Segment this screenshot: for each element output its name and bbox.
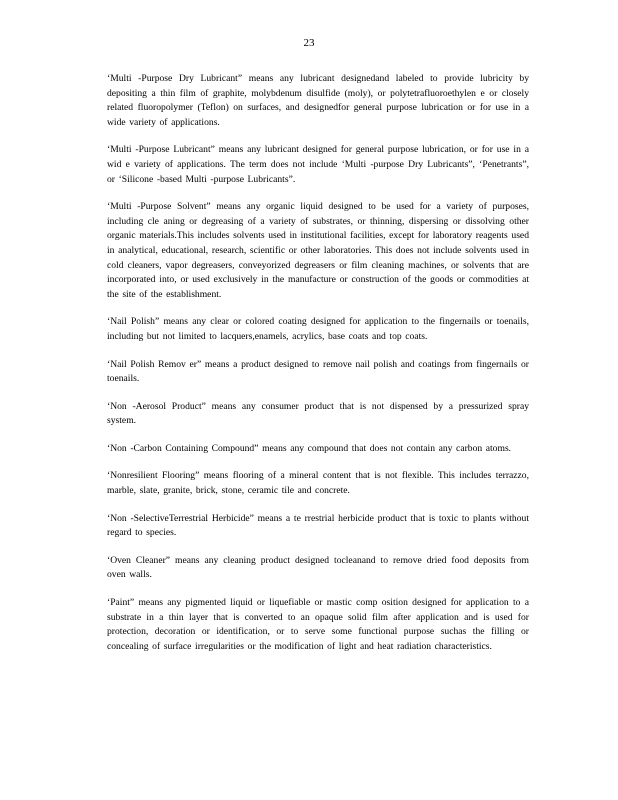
definition-multi-purpose-solvent: ‘Multi -Purpose Solvent” means any organic liquid designed to be used for a variety of purposes, including cle aning or degreasing of a variety of substrates, or thinning, dispersing or dissolving other organic materials.This includes solvents used in institutional facilities, except for laboratory reagents used in analytical, educational, research, scientific or other laboratories. This does not include solvents used in cold cleaners, vapor degreasers, conveyorized degreasers or film cleaning machines, or solvents that are incorporated into, or used exclusively in the manufacture or construction of the goods or commodities at the site of the establishment. bbox=[107, 201, 529, 300]
definition-non-aerosol-product: ‘Non -Aerosol Product” means any consumer product that is not dispensed by a pressurized spray system. bbox=[107, 400, 529, 427]
definition-paint: ‘Paint” means any pigmented liquid or liquefiable or mastic comp osition designed for application to a substrate in a thin layer that is converted to an opaque solid film after application and is used for protection, decoration or identification, or to serve some functional purpose suchas the filling or concealing of surface irregularities or the modification of light and heat radiation characteristics. bbox=[107, 597, 529, 652]
definition-nail-polish-remover: ‘Nail Polish Remov er” means a product designed to remove nail polish and coatings from fingernails or toenails. bbox=[107, 358, 529, 385]
definition-nonresilient-flooring: ‘Nonresilient Flooring” means flooring of a mineral content that is not flexible. This includes terrazzo, marble, slate, granite, brick, stone, ceramic tile and concrete. bbox=[107, 470, 529, 497]
page-number: 23 bbox=[303, 37, 315, 49]
definition-non-selective-terrestrial-herbicide: ‘Non -SelectiveTerrestrial Herbicide” means a te rrestrial herbicide product that is toxic to plants without regard to species. bbox=[107, 512, 529, 539]
definition-non-carbon-containing-compound: ‘Non -Carbon Containing Compound” means any compound that does not contain any carbon atoms. bbox=[107, 442, 512, 454]
definition-multi-purpose-dry-lubricant: ‘Multi -Purpose Dry Lubricant” means any lubricant designedand labeled to provide lubricity by depositing a thin film of graphite, molybdenum disulfide (moly), or polytetrafluoroethylen e or closely related fluoropolymer (Teflon) on surfaces, and designedfor general purpose lubrication or for use in a wide variety of applications. bbox=[107, 73, 529, 128]
definition-oven-cleaner: ‘Oven Cleaner” means any cleaning product designed tocleanand to remove dried food deposits from oven walls. bbox=[107, 554, 529, 581]
definition-multi-purpose-lubricant: ‘Multi -Purpose Lubricant” means any lubricant designed for general purpose lubrication, or for use in a wid e variety of applications. The term does not include ‘Multi -purpose Dry Lubricants”, ‘Penetrants”, or ‘Silicone -based Multi -purpose Lubricants”. bbox=[107, 144, 529, 185]
definitions-list bbox=[107, 72, 529, 667]
definition-nail-polish: ‘Nail Polish” means any clear or colored coating designed for application to the fingernails or toenails, including but not limited to lacquers,enamels, acrylics, base coats and top coats. bbox=[107, 316, 529, 342]
